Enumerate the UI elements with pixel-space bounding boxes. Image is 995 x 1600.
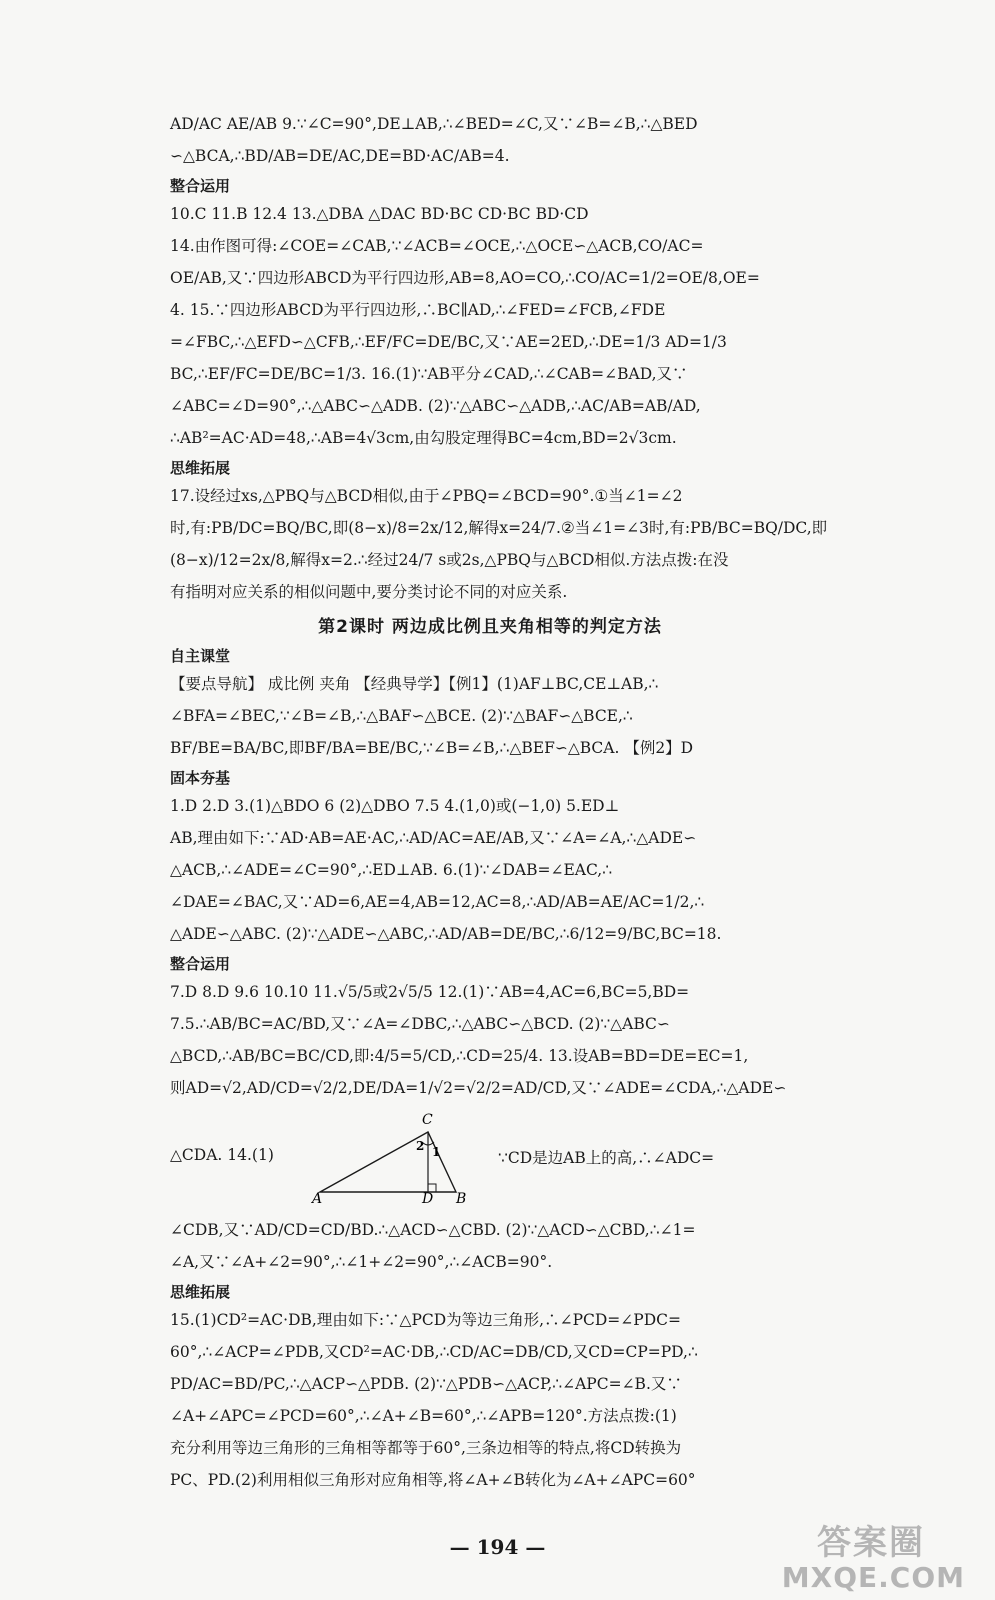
text-line: =∠FBC,∴△EFD∽△CFB,∴EF/FC=DE/BC,又∵AE=2ED,∴DE=1/3 AD=1/3 [170, 333, 727, 351]
text-line: ∵CD是边AB上的高,∴∠ADC= [498, 1149, 715, 1167]
text-line: 7.5.∴AB/BC=AC/BD,又∵∠A=∠DBC,∴△ABC∽△BCD. (2)∵△ABC∽ [170, 1015, 670, 1033]
text-line: 充分利用等边三角形的三角相等都等于60°,三条边相等的特点,将CD转换为 [170, 1439, 682, 1457]
label-c: C [422, 1112, 433, 1128]
page-content [170, 108, 828, 1496]
text-line: △BCD,∴AB/BC=BC/CD,即:4/5=5/CD,∴CD=25/4. 13.设AB=BD=DE=EC=1, [170, 1047, 749, 1065]
text-line: (8−x)/12=2x/8,解得x=2.∴经过24/7 s或2s,△PBQ与△BCD相似.方法点拨:在没 [170, 551, 729, 569]
section-heading: 整合运用 [170, 177, 231, 195]
text-line: △ACB,∴∠ADE=∠C=90°,∴ED⊥AB. 6.(1)∵∠DAB=∠EAC,∴ [170, 861, 613, 879]
text-line: AB,理由如下:∵AD·AB=AE·AC,∴AD/AC=AE/AB,又∵∠A=∠A,∴△ADE∽ [170, 829, 697, 847]
text-line: 4. 15.∵四边形ABCD为平行四边形,∴BC∥AD,∴∠FED=∠FCB,∠FDE [170, 301, 666, 319]
text-line: 60°,∴∠ACP=∠PDB,又CD²=AC·DB,∴CD/AC=DB/CD,又CD=CP=PD,∴ [170, 1343, 698, 1361]
text-line: 7.D 8.D 9.6 10.10 11.√5/5或2√5/5 12.(1)∵AB=4,AC=6,BC=5,BD= [170, 983, 690, 1001]
right-triangle-figure [310, 1104, 490, 1204]
text-line: PC、PD.(2)利用相似三角形对应角相等,将∠A+∠B转化为∠A+∠APC=60° [170, 1471, 696, 1489]
figure-line [170, 1104, 810, 1214]
text-line: ∠DAE=∠BAC,又∵AD=6,AE=4,AB=12,AC=8,∴AD/AB=AE/AC=1/2,∴ [170, 893, 705, 911]
section-heading: 自主课堂 [170, 647, 231, 665]
section-heading: 思维拓展 [170, 459, 231, 477]
section-heading: 思维拓展 [170, 1283, 231, 1301]
text-line: △CDA. 14.(1) [170, 1146, 274, 1164]
watermark-url: MXQE.COM [781, 1561, 965, 1594]
text-line: BC,∴EF/FC=DE/BC=1/3. 16.(1)∵AB平分∠CAD,∴∠CAB=∠BAD,又∵ [170, 365, 688, 383]
text-line: 【要点导航】 成比例 夹角 【经典导学】【例1】(1)AF⊥BC,CE⊥AB,∴ [170, 675, 659, 693]
section-heading: 固本夯基 [170, 769, 231, 787]
text-line: ∠BFA=∠BEC,∵∠B=∠B,∴△BAF∽△BCE. (2)∵△BAF∽△BCE,∴ [170, 707, 633, 725]
label-a: A [312, 1191, 323, 1204]
lesson-title: 第2课时 两边成比例且夹角相等的判定方法 [318, 617, 662, 637]
text-line: 则AD=√2,AD/CD=√2/2,DE/DA=1/√2=√2/2=AD/CD,又∵∠ADE=∠CDA,∴△ADE∽ [170, 1079, 787, 1097]
text-line: 1.D 2.D 3.(1)△BDO 6 (2)△DBO 7.5 4.(1,0)或(−1,0) 5.ED⊥ [170, 797, 620, 815]
text-line: ∠ABC=∠D=90°,∴△ABC∽△ADB. (2)∵△ABC∽△ADB,∴AC/AB=AB/AD, [170, 397, 701, 415]
text-line: AD/AC AE/AB 9.∵∠C=90°,DE⊥AB,∴∠BED=∠C,又∵∠B=∠B,∴△BED [170, 115, 698, 133]
label-angle-2: 2 [416, 1139, 425, 1153]
text-line: 时,有:PB/DC=BQ/BC,即(8−x)/8=2x/12,解得x=24/7.②当∠1=∠3时,有:PB/BC=BQ/DC,即 [170, 519, 828, 537]
text-line: 15.(1)CD²=AC·DB,理由如下:∵△PCD为等边三角形,∴∠PCD=∠PDC= [170, 1311, 681, 1329]
text-line: 有指明对应关系的相似问题中,要分类讨论不同的对应关系. [170, 583, 568, 601]
section-heading: 整合运用 [170, 955, 231, 973]
text-line: 14.由作图可得:∠COE=∠CAB,∵∠ACB=∠OCE,∴△OCE∽△ACB,CO/AC= [170, 237, 704, 255]
label-b: B [456, 1191, 467, 1204]
text-line: ∠A+∠APC=∠PCD=60°,∴∠A+∠B=60°,∴∠APB=120°.方法点拨:(1) [170, 1407, 677, 1425]
triangle-abc [320, 1132, 456, 1192]
text-line: OE/AB,又∵四边形ABCD为平行四边形,AB=8,AO=CO,∴CO/AC=1/2=OE/8,OE= [170, 269, 760, 287]
label-angle-1: 1 [432, 1145, 441, 1159]
label-d: D [422, 1191, 434, 1204]
text-line: ∽△BCA,∴BD/AB=DE/AC,DE=BD·AC/AB=4. [170, 147, 510, 165]
text-line: BF/BE=BA/BC,即BF/BA=BE/BC,∵∠B=∠B,∴△BEF∽△BCA. 【例2】D [170, 739, 694, 757]
text-line: 17.设经过xs,△PBQ与△BCD相似,由于∠PBQ=∠BCD=90°.①当∠1=∠2 [170, 487, 683, 505]
watermark-text: 答案圈 [817, 1523, 925, 1563]
text-line: PD/AC=BD/PC,∴△ACP∽△PDB. (2)∵△PDB∽△ACP,∴∠APC=∠B.又∵ [170, 1375, 682, 1393]
text-line: ∠CDB,又∵AD/CD=CD/BD.∴△ACD∽△CBD. (2)∵△ACD∽△CBD,∴∠1= [170, 1221, 696, 1239]
text-line: 10.C 11.B 12.4 13.△DBA △DAC BD·BC CD·BC BD·CD [170, 205, 589, 223]
text-line: ∴AB²=AC·AD=48,∴AB=4√3cm,由勾股定理得BC=4cm,BD=2√3cm. [170, 429, 677, 447]
text-line: ∠A,又∵∠A+∠2=90°,∴∠1+∠2=90°,∴∠ACB=90°. [170, 1253, 553, 1271]
text-line: △ADE∽△ABC. (2)∵△ADE∽△ABC,∴AD/AB=DE/BC,∴6/12=9/BC,BC=18. [170, 925, 722, 943]
page-number: — 194 — [449, 1535, 546, 1559]
watermark-logo [705, 1515, 975, 1595]
